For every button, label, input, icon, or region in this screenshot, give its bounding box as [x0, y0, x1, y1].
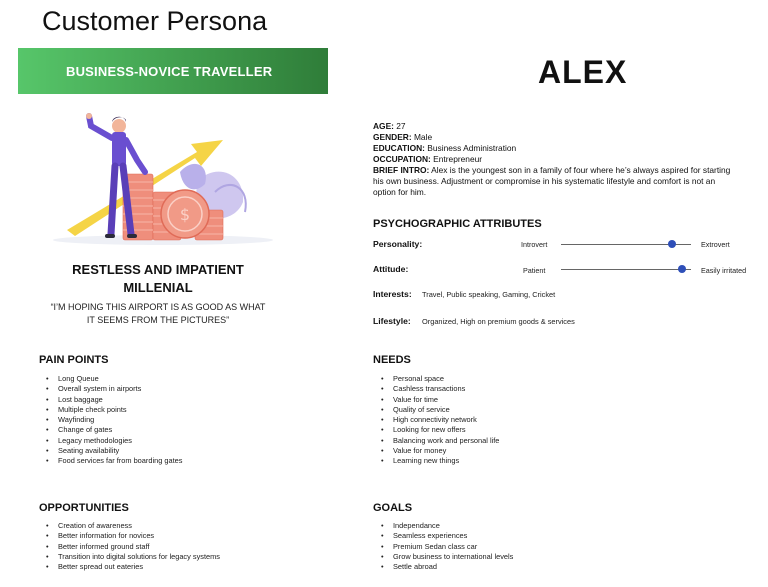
- persona-quote: [30, 301, 286, 327]
- gender-value: Male: [413, 132, 433, 142]
- list-item: • Transition into digital solutions for legacy systems: [42, 552, 220, 562]
- list-item: • Cashless transactions: [377, 384, 499, 394]
- persona-quote-line-2: IT SEEMS FROM THE PICTURES”: [86, 315, 230, 325]
- bio-gender: [373, 132, 733, 143]
- occupation-value: Entrepreneur: [433, 154, 483, 164]
- persona-headline: [38, 261, 278, 297]
- personality-left-label: Introvert: [521, 240, 548, 249]
- persona-headline-line-2: MILLENIAL: [123, 280, 193, 295]
- pain-points-heading: PAIN POINTS: [39, 354, 109, 366]
- list-item: • Change of gates: [42, 425, 182, 435]
- attitude-label: Attitude:: [373, 264, 409, 274]
- age-value: 27: [396, 121, 406, 131]
- bio-age: [373, 121, 733, 132]
- list-item: • Value for time: [377, 395, 499, 405]
- interests-label: Interests:: [373, 289, 412, 299]
- businessman-illustration: [45, 112, 280, 247]
- list-item: • Better spread out eateries: [42, 562, 220, 572]
- persona-type-banner: [18, 48, 328, 94]
- goals-heading: GOALS: [373, 502, 413, 514]
- list-item: • Value for money: [377, 446, 499, 456]
- lifestyle-value: Organized, High on premium goods & services: [422, 317, 575, 326]
- needs-list: [377, 374, 499, 467]
- list-item: • High connectivity network: [377, 415, 499, 425]
- bio-education: [373, 143, 733, 154]
- page-title: Customer Persona: [42, 6, 268, 36]
- list-item: • Independance: [377, 521, 513, 531]
- persona-headline-line-1: RESTLESS AND IMPATIENT: [72, 262, 244, 277]
- list-item: • Seamless experiences: [377, 531, 513, 541]
- needs-heading: NEEDS: [373, 354, 411, 366]
- list-item: • Quality of service: [377, 405, 499, 415]
- list-item: • Creation of awareness: [42, 521, 220, 531]
- list-item: • Food services far from boarding gates: [42, 456, 182, 466]
- list-item: • Lost baggage: [42, 395, 182, 405]
- opportunities-list: [42, 521, 220, 572]
- list-item: • Grow business to international levels: [377, 552, 513, 562]
- lifestyle-label: Lifestyle:: [373, 316, 411, 326]
- bio-occupation: [373, 154, 733, 165]
- attitude-slider-track: [561, 269, 691, 270]
- list-item: • Wayfinding: [42, 415, 182, 425]
- list-item: • Balancing work and personal life: [377, 436, 499, 446]
- list-item: • Settle abroad: [377, 562, 513, 572]
- pain-points-list: [42, 374, 182, 467]
- list-item: • Long Queue: [42, 374, 182, 384]
- list-item: • Better information for novices: [42, 531, 220, 541]
- interests-value: Travel, Public speaking, Gaming, Cricket: [422, 290, 556, 299]
- personality-slider-thumb: [668, 240, 676, 248]
- list-item: • Looking for new offers: [377, 425, 499, 435]
- opportunities-heading: OPPORTUNITIES: [39, 502, 129, 514]
- personality-right-label: Extrovert: [701, 240, 730, 249]
- bio-intro: [373, 165, 733, 198]
- list-item: • Learning new things: [377, 456, 499, 466]
- occupation-label: OCCUPATION:: [373, 154, 431, 164]
- attitude-slider-thumb: [678, 265, 686, 273]
- psychographic-heading: PSYCHOGRAPHIC ATTRIBUTES: [373, 218, 542, 230]
- attitude-right-label: Easily irritated: [701, 266, 747, 275]
- list-item: • Seating availability: [42, 446, 182, 456]
- list-item: • Better informed ground staff: [42, 542, 220, 552]
- persona-type-label: BUSINESS-NOVICE TRAVELLER: [66, 63, 273, 79]
- goals-list: [377, 521, 513, 572]
- age-label: AGE:: [373, 121, 394, 131]
- list-item: • Multiple check points: [42, 405, 182, 415]
- list-item: • Premium Sedan class car: [377, 542, 513, 552]
- intro-label: BRIEF INTRO:: [373, 165, 430, 175]
- list-item: • Legacy methodologies: [42, 436, 182, 446]
- persona-quote-line-1: “I’M HOPING THIS AIRPORT IS AS GOOD AS WHAT: [50, 302, 266, 312]
- personality-label: Personality:: [373, 239, 423, 249]
- list-item: • Overall system in airports: [42, 384, 182, 394]
- education-label: EDUCATION:: [373, 143, 425, 153]
- svg-text:$: $: [179, 205, 191, 224]
- education-value: Business Administration: [427, 143, 517, 153]
- gender-label: GENDER:: [373, 132, 412, 142]
- attitude-left-label: Patient: [523, 266, 546, 275]
- persona-name: ALEX: [538, 54, 628, 90]
- intro-value: Alex is the youngest son in a family of four where he’s always aspired for starting his own business. Adjustment or compromise in his systematic lifestyle and comfort is not an option for him.: [373, 165, 731, 197]
- bio-block: [373, 121, 733, 198]
- list-item: • Personal space: [377, 374, 499, 384]
